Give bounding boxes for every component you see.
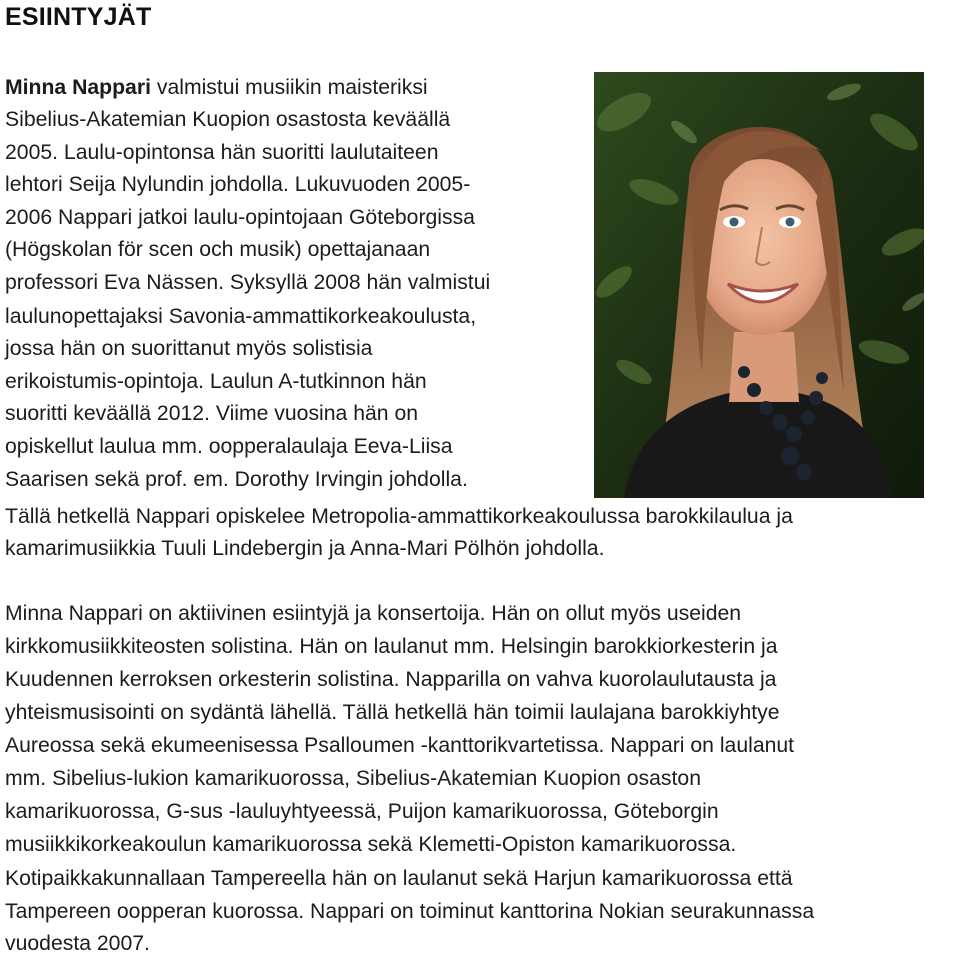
paragraph-line: vuodesta 2007. bbox=[5, 932, 150, 955]
bio-line: (Högskolan för scen och musik) opettajanaan bbox=[5, 238, 431, 261]
paragraph-line: Minna Nappari on aktiivinen esiintyjä ja konsertoija. Hän on ollut myös useiden bbox=[5, 602, 742, 625]
bio-line: laulunopettajaksi Savonia-ammattikorkeakoulusta, bbox=[5, 305, 477, 328]
bio-line: Sibelius-Akatemian Kuopion osastosta keväällä bbox=[5, 108, 451, 131]
paragraph-line: kamarikuorossa, G-sus -lauluyhtyeessä, Puijon kamarikuorossa, Göteborgin bbox=[5, 800, 719, 823]
paragraph-line: Kotipaikkakunnallaan Tampereella hän on laulanut sekä Harjun kamarikuorossa että bbox=[5, 867, 793, 890]
paragraph-line: mm. Sibelius-lukion kamarikuorossa, Sibelius-Akatemian Kuopion osaston bbox=[5, 767, 701, 790]
page-heading: ESIINTYJÄT bbox=[5, 3, 152, 31]
bio-line bbox=[5, 75, 428, 101]
bio-line: opiskellut laulua mm. oopperalaulaja Eeva-Liisa bbox=[5, 435, 453, 458]
paragraph-line: musiikkikorkeakoulun kamarikuorossa sekä Klemetti-Opiston kamarikuorossa. bbox=[5, 833, 737, 856]
paragraph-line: Kuudennen kerroksen orkesterin solistina. Napparilla on vahva kuorolaulutausta ja bbox=[5, 668, 777, 691]
performer-photo bbox=[594, 72, 924, 498]
bio-line: jossa hän on suorittanut myös solistisia bbox=[5, 337, 373, 360]
bio-line: Tällä hetkellä Nappari opiskelee Metropolia-ammattikorkeakoulussa barokkilaulua ja bbox=[5, 505, 793, 528]
bio-line: suoritti keväällä 2012. Viime vuosina hän on bbox=[5, 402, 419, 425]
portrait-photo-icon bbox=[594, 72, 924, 498]
bio-line: lehtori Seija Nylundin johdolla. Lukuvuoden 2005- bbox=[5, 173, 471, 196]
bio-line: 2006 Nappari jatkoi laulu-opintojaan Göteborgissa bbox=[5, 206, 475, 229]
bio-line: kamarimusiikkia Tuuli Lindebergin ja Anna-Mari Pölhön johdolla. bbox=[5, 537, 605, 560]
bio-line: professori Eva Nässen. Syksyllä 2008 hän valmistui bbox=[5, 271, 491, 294]
bio-line: 2005. Laulu-opintonsa hän suoritti laulutaiteen bbox=[5, 141, 439, 164]
paragraph-line: kirkkomusiikkiteosten solistina. Hän on laulanut mm. Helsingin barokkiorkesterin ja bbox=[5, 635, 778, 658]
bio-line: erikoistumis-opintoja. Laulun A-tutkinnon hän bbox=[5, 370, 427, 393]
bio-line: Saarisen sekä prof. em. Dorothy Irvingin johdolla. bbox=[5, 468, 468, 491]
paragraph-line: Aureossa sekä ekumeenisessa Psalloumen -kanttorikvartetissa. Nappari on laulanut bbox=[5, 734, 795, 757]
performer-name: Minna Nappari bbox=[5, 76, 151, 99]
paragraph-line: Tampereen oopperan kuorossa. Nappari on toiminut kanttorina Nokian seurakunnassa bbox=[5, 900, 815, 923]
paragraph-line: yhteismusisointi on sydäntä lähellä. Tällä hetkellä hän toimii laulajana barokkiyhtye bbox=[5, 701, 780, 724]
bio-line-text: valmistui musiikin maisteriksi bbox=[150, 76, 428, 99]
